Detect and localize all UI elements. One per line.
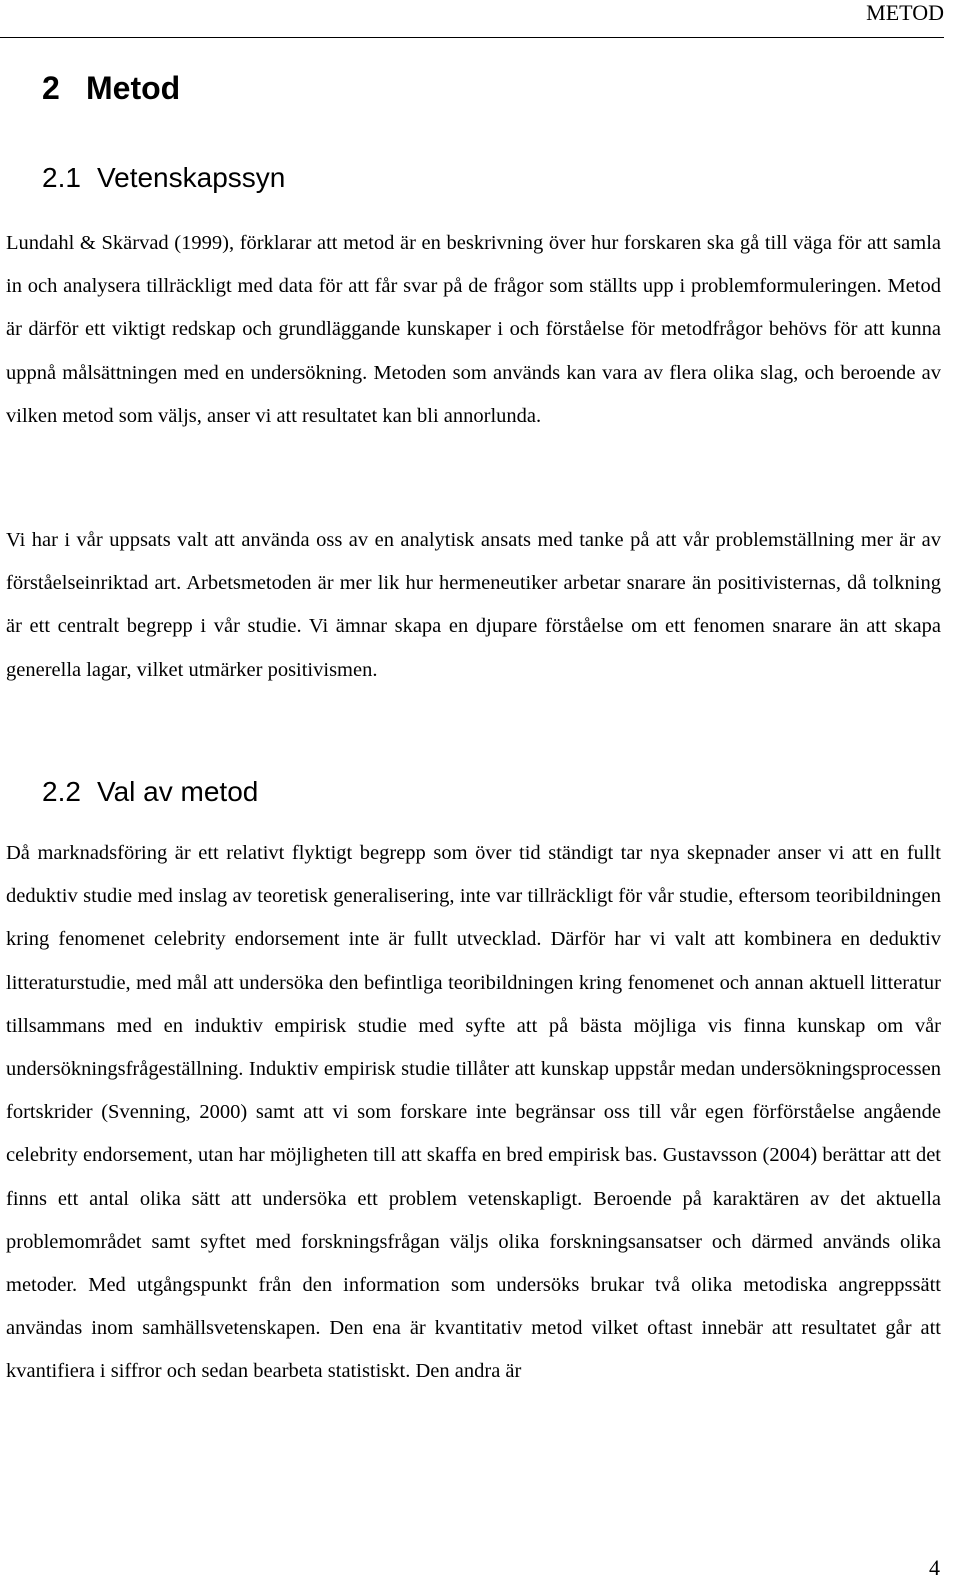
section-number: 2.2 xyxy=(42,776,81,807)
section-heading-val-av-metod xyxy=(42,774,258,810)
chapter-heading xyxy=(42,66,180,110)
paragraph: Då marknadsföring är ett relativt flyktigt begrepp som över tid ständigt tar nya skepnader anser vi att en fullt deduktiv studie med inslag av teoretisk generalisering, inte var tillräckligt för vår studie, eftersom teoribildningen kring fenomenet celebrity endorsement inte är fullt utvecklad. Därför har vi valt att kombinera en deduktiv litteraturstudie, med mål att undersöka den befintliga teoribildningen kring fenomenet och annan aktuell litteratur tillsammans med en induktiv empirisk studie med syfte att på bästa möjliga vis finna kunskap om vår undersökningsfrågeställning. Induktiv empirisk studie tillåter att kunskap uppstår medan undersökningsprocessen fortskrider (Svenning, 2000) samt att vi som forskare inte begränsar oss till vår egen förförståelse angående celebrity endorsement, utan har möjligheten till att skaffa en bred empirisk bas. Gustavsson (2004) berättar att det finns ett antal olika sätt att undersöka ett problem vetenskapligt. Beroende på karaktären av det aktuella problemområdet samt syftet med forskningsfrågan väljs olika forskningsansatser och därmed används olika metoder. Med utgångspunkt från den information som undersöks brukar två olika metodiska angreppssätt användas inom samhällsvetenskapen. Den ena är kvantitativ metod vilket oftast innebär att resultatet går att kvantifiera i siffror och sedan bearbeta statistiskt. Den andra är xyxy=(6,842,941,1383)
section-heading-vetenskapssyn xyxy=(42,160,285,196)
paragraph: Vi har i vår uppsats valt att använda oss av en analytisk ansats med tanke på att vår problemställning mer är av förståelseinriktad art. Arbetsmetoden är mer lik hur hermeneutiker arbetar snarare än positivisternas, då tolkning är ett centralt begrepp i vår studie. Vi ämnar skapa en djupare förståelse om ett fenomen snarare än att skapa generella lagar, vilket utmärker positivismen. xyxy=(6,529,941,681)
section-title: Vetenskapssyn xyxy=(97,162,286,193)
running-header: METOD xyxy=(866,0,944,25)
section-number: 2.1 xyxy=(42,162,81,193)
chapter-title: Metod xyxy=(86,70,181,106)
paragraph: Lundahl & Skärvad (1999), förklarar att metod är en beskrivning över hur forskaren ska gå till väga för att samla in och analysera tillräckligt med data för att får svar på de frågor som ställts upp i problemformuleringen. Metod är därför ett viktigt redskap och grundläggande kunskaper i och förståelse för metodfrågor behövs för att kunna uppnå målsättningen med en undersökning. Metoden som används kan vara av flera olika slag, och beroende av vilken metod som väljs, anser vi att resultatet kan bli annorlunda. xyxy=(6,232,941,427)
page-number: 4 xyxy=(929,1555,940,1580)
chapter-number: 2 xyxy=(42,70,60,106)
section-title: Val av metod xyxy=(97,776,259,807)
header-divider xyxy=(0,37,944,38)
